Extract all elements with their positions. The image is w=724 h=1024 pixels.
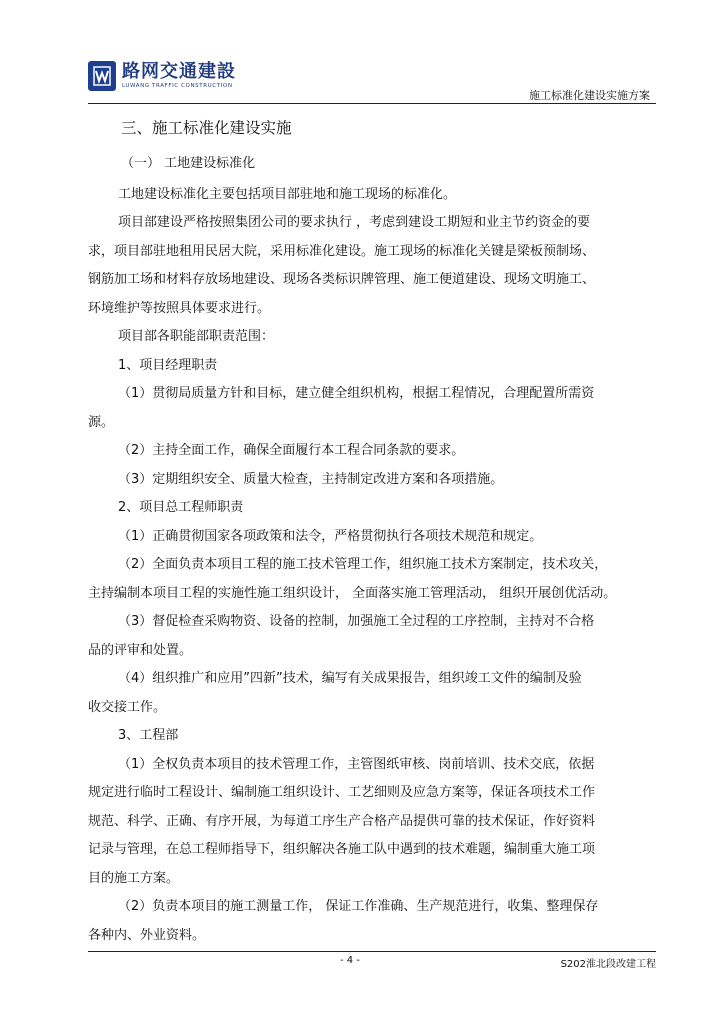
paragraph-line: 项目部建设严格按照集团公司的要求执行 ，考虑到建设工期短和业主节约资金的要 <box>118 215 591 230</box>
paragraph-line: （3）督促检查采购物资、设备的控制，加强施工全过程的工序控制，主持对不合格 <box>118 614 595 629</box>
list-heading: 1、项目经理职责 <box>118 357 218 373</box>
paragraph-line: 源。 <box>88 414 115 430</box>
paragraph-line: 规范、科学、正确、有序开展，为每道工序生产合格产品提供可靠的技术保证，作好资料 <box>88 813 596 829</box>
paragraph-line: 各种内、外业资料。 <box>88 927 206 943</box>
document-body <box>88 110 658 950</box>
paragraph-line: 项目部各职能部职责范围： <box>118 329 275 344</box>
page-number: - 4 - <box>340 955 360 966</box>
footer-divider <box>88 951 656 952</box>
paragraph-line: 钢筋加工场和材料存放场地建设、现场各类标识牌管理、施工便道建设、现场文明施工、 <box>88 272 596 287</box>
header-divider <box>88 103 656 104</box>
section-title: 三、施工标准化建设实施 <box>121 119 292 137</box>
subsection-title: （一） 工地建设标准化 <box>121 156 256 171</box>
paragraph-line: 目的施工方案。 <box>88 870 180 886</box>
paragraph-line: （1）贯彻局质量方针和目标，建立健全组织机构，根据工程情况，合理配置所需资 <box>118 386 595 401</box>
paragraph-line: 工地建设标准化主要包括项目部驻地和施工现场的标准化。 <box>118 186 457 202</box>
paragraph-line: （2）全面负责本项目工程的施工技术管理工作，组织施工技术方案制定，技术攻关， <box>118 557 608 572</box>
paragraph-line: 环境维护等按照具体要求进行。 <box>88 300 271 316</box>
paragraph-line: 主持编制本项目工程的实施性施工组织设计， 全面落实施工管理活动， 组织开展创优活动。 <box>88 585 617 601</box>
paragraph-line: 收交接工作。 <box>88 699 167 715</box>
paragraph-line: （3）定期组织安全、质量大检查，主持制定改进方案和各项措施。 <box>118 471 504 487</box>
paragraph-line: 品的评审和处置。 <box>88 642 193 658</box>
list-heading: 3、工程部 <box>118 728 179 743</box>
paragraph-line: 规定进行临时工程设计、编制施工组织设计、工艺细则及应急方案等，保证各项技术工作 <box>88 785 596 800</box>
paragraph-line: （4）组织推广和应用”四新”技术，编写有关成果报告，组织竣工文件的编制及验 <box>118 671 582 686</box>
project-name: S202淮北段改建工程 <box>560 959 656 970</box>
paragraph-line: （1）正确贯彻国家各项政策和法令，严格贯彻执行各项技术规范和规定。 <box>118 528 543 544</box>
paragraph-line: （2）负责本项目的施工测量工作， 保证工作准确、生产规范进行，收集、整理保存 <box>118 899 599 914</box>
paragraph-line: （1）全权负责本项目的技术管理工作，主管图纸审核、岗前培训、技术交底，依据 <box>118 756 595 772</box>
list-heading: 2、项目总工程师职责 <box>118 500 244 515</box>
paragraph-line: 记录与管理，在总工程师指导下，组织解决各施工队中遇到的技术难题，编制重大施工项 <box>88 842 596 857</box>
logo-emblem-icon <box>88 61 116 91</box>
company-logo <box>88 58 236 94</box>
logo-name: 路网交通建設 <box>122 61 236 82</box>
paragraph-line: 求，项目部驻地租用民居大院，采用标准化建设。施工现场的标准化关键是梁板预制场、 <box>88 243 596 259</box>
document-title: 施工标准化建设实施方案 <box>529 89 650 102</box>
paragraph-line: （2）主持全面工作，确保全面履行本工程合同条款的要求。 <box>118 443 465 458</box>
logo-subtitle: LUWANG TRAFFIC CONSTRUCTION <box>122 83 233 89</box>
